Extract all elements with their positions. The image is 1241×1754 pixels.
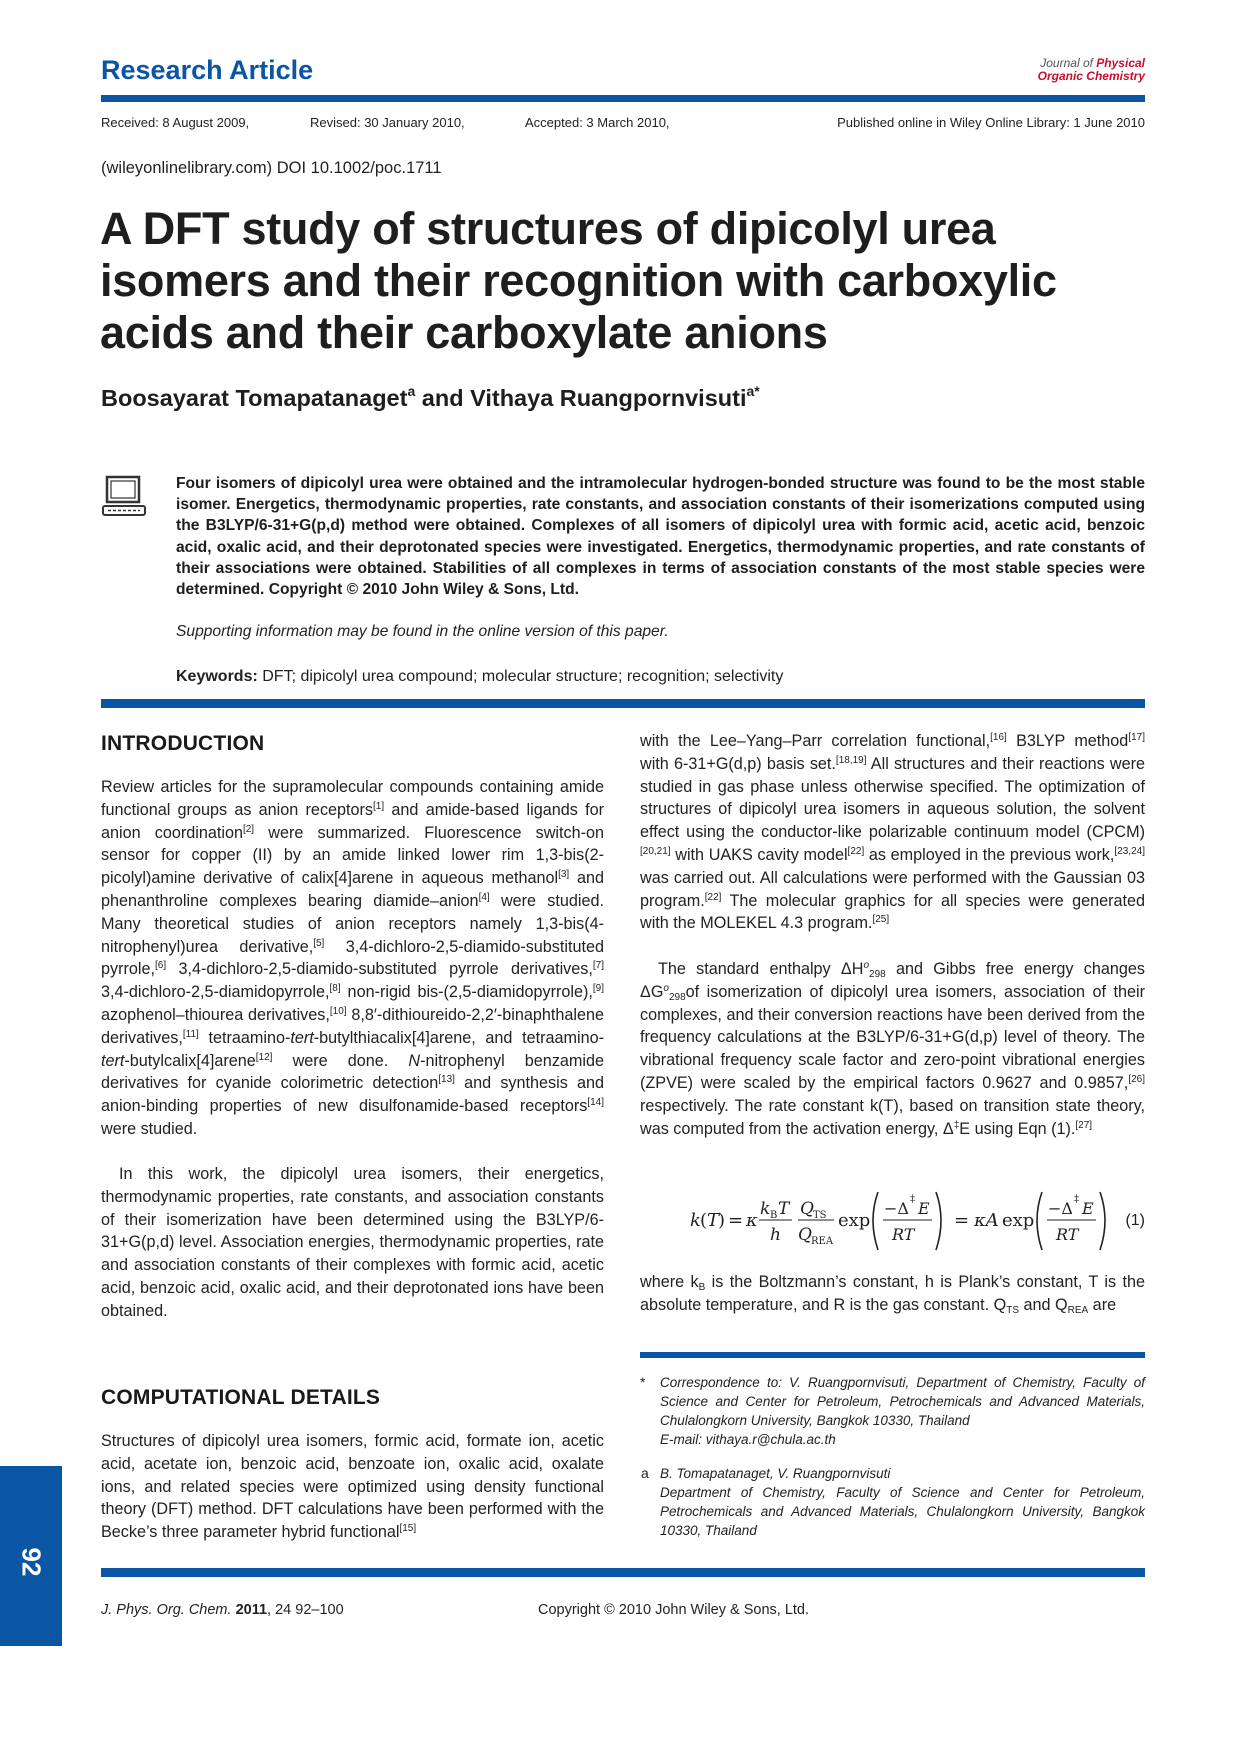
journal-logo (1020, 57, 1145, 83)
svg-text:REA: REA (811, 1236, 834, 1247)
text-segment: B3LYP method (1006, 732, 1129, 750)
ref-23-24[interactable]: [23,24] (1114, 845, 1145, 857)
svg-text:RT: RT (892, 1225, 915, 1244)
svg-text:E: E (1082, 1199, 1094, 1218)
text-segment: with UAKS cavity model (670, 845, 848, 864)
p3a: where k (640, 1273, 699, 1291)
ref-17[interactable]: [17] (1128, 732, 1145, 743)
svg-text:=: = (728, 1210, 744, 1231)
correspondence-text: Correspondence to: V. Ruangpornvisuti, Department of Chemistry, Faculty of Science and Center for Petroleum, Petrochemicals and Advanced Materials, Chulalongkorn University, Bangkok 10330, Thailand (660, 1375, 1145, 1428)
text-segment: was carried out. All calculations were performed with the Gaussian 03 program. (640, 868, 1145, 910)
copyright-footer: Copyright © 2010 John Wiley & Sons, Ltd. (538, 1602, 810, 1618)
ref-12[interactable]: [12] (255, 1051, 273, 1063)
ref-5[interactable]: [5] (313, 937, 325, 949)
doi[interactable]: (wileyonlinelibrary.com) DOI 10.1002/poc.1711 (101, 159, 442, 177)
ref-25[interactable]: [25] (872, 914, 890, 926)
author-1-affil: a (407, 383, 416, 399)
sub-REA: REA (1067, 1304, 1089, 1316)
svg-text:TS: TS (813, 1210, 827, 1221)
journal-abbrev: J. Phys. Org. Chem. (101, 1602, 232, 1618)
ref-26[interactable]: [26] (1128, 1073, 1145, 1085)
revised-date: Revised: 30 January 2010, (310, 115, 465, 130)
published-date: Published online in Wiley Online Library: 1 June 2010 (837, 115, 1145, 130)
page-number: 92 (16, 1547, 47, 1577)
sup-o-2: o (663, 982, 669, 994)
authors (101, 385, 760, 412)
comp-p1-text: Structures of dipicolyl urea isomers, formic acid, formate ion, acetic acid, acetate ion, benzoic acid, benzoate ion, oxalic acid, oxalate ions, and related species were optimized using density functional theory (DFT) method. DFT calculations have been performed with the Becke’s three parameter hybrid functional (101, 1432, 604, 1542)
text-segment: 3,4-dichloro-2,5-diamidopyrrole, (101, 983, 330, 1002)
article-type: Research Article (101, 55, 314, 85)
svg-text:=: = (954, 1210, 970, 1231)
right-paragraph-3 (640, 1271, 1145, 1317)
italic-term: tert (101, 1051, 125, 1070)
text-segment: were summarized. Fluorescence switch-on sensor for copper (II) by an amide linked lower rim 1,3-bis(2-picolyl)amine derivative of calix[4]arene in aqueous methanol (101, 823, 604, 888)
text-segment: with the Lee–Yang–Parr correlation functional, (640, 732, 991, 750)
journal-logo-prefix: Journal of (1040, 56, 1097, 70)
ref-16[interactable]: [16] (990, 732, 1007, 743)
intro-paragraph-1 (101, 776, 604, 1141)
p2d: respectively. The rate constant k(T), based on transition state theory, was computed from the activation energy, Δ (640, 1096, 1145, 1138)
dagger-1: ‡ (953, 1119, 960, 1131)
footnote-rule (640, 1352, 1145, 1358)
svg-text:‡: ‡ (1074, 1194, 1079, 1205)
text-segment: 8,8′-dithioureido-2,2′-binaphthalene derivatives, (101, 1005, 604, 1047)
correspondence (660, 1373, 1145, 1449)
svg-text:‡: ‡ (910, 1194, 915, 1205)
accepted-date: Accepted: 3 March 2010, (525, 115, 670, 130)
svg-text:B: B (770, 1210, 778, 1221)
p3b: is the Boltzmann’s constant, h is Plank’s constant, T is the absolute temperature, and R is the gas constant. Q (640, 1273, 1145, 1314)
ref-8[interactable]: [8] (329, 983, 341, 995)
text-segment: as employed in the previous work, (864, 845, 1115, 864)
sub-TS: TS (1006, 1304, 1020, 1316)
text-segment: All structures and their reactions were studied in gas phase unless otherwise specified. The optimization of structures of dipicolyl urea isomers in aqueous solution, the solvent effect using the conductor-like polarizable continuum model (CPCM) (640, 754, 1145, 842)
ref-6[interactable]: [6] (154, 960, 167, 972)
title-line-2: isomers and their recognition with carboxylic (100, 255, 1057, 306)
volume-pages: , 24 92–100 (267, 1602, 344, 1618)
author-1: Boosayarat Tomapatanaget (101, 385, 408, 411)
text-segment: and phenanthroline complexes bearing diamide–anion (101, 869, 604, 910)
ref-22[interactable]: [22] (847, 845, 865, 857)
year: 2011 (235, 1602, 268, 1618)
p2b: and Gibbs free energy changes ΔG (640, 960, 1146, 1001)
sub-B: B (698, 1282, 706, 1293)
right-paragraph-2 (640, 958, 1145, 1140)
text-segment: 3,4-dichloro-2,5-diamido-substituted pyrrole, (101, 937, 604, 979)
text-segment: The molecular graphics for all species were generated with the MOLEKEL 4.3 program. (640, 891, 1145, 933)
ref-14[interactable]: [14] (587, 1097, 604, 1109)
ref-15[interactable]: [15] (399, 1523, 417, 1535)
ref-9[interactable]: [9] (592, 983, 604, 995)
svg-text:−Δ: −Δ (884, 1199, 909, 1218)
svg-text:Q: Q (800, 1199, 814, 1219)
computational-details-heading: COMPUTATIONAL DETAILS (101, 1386, 381, 1409)
p2a: The standard enthalpy ΔH (658, 960, 864, 978)
author-2-affil: a* (746, 383, 760, 399)
received-date: Received: 8 August 2009, (101, 115, 250, 130)
computer-icon (101, 475, 147, 524)
svg-text:k: k (690, 1210, 701, 1231)
keywords-list: DFT; dipicolyl urea compound; molecular structure; recognition; selectivity (257, 668, 784, 685)
ref-4[interactable]: [4] (478, 891, 490, 903)
equation-1 (640, 1180, 1145, 1260)
svg-text:−Δ: −Δ (1048, 1199, 1073, 1218)
text-segment: -butylcalix[4]arene (124, 1051, 256, 1070)
author-2: Vithaya Ruangpornvisuti (470, 385, 747, 411)
sub-298-2: 298 (668, 991, 686, 1003)
p2e: E using Eqn (1). (959, 1119, 1076, 1138)
footnote-a: a (641, 1465, 649, 1481)
text-segment: and synthesis and anion-binding properties of new disulfonamide-based receptors (101, 1074, 604, 1116)
text-segment: were studied. Many theoretical studies of anion receptors namely 1,3-bis(4-nitrophenyl)urea derivative, (101, 891, 604, 956)
citation-footer (101, 1602, 344, 1618)
title-line-1: A DFT study of structures of dipicolyl urea (100, 203, 996, 254)
ref-18-19[interactable]: [18,19] (835, 754, 867, 766)
supporting-info: Supporting information may be found in the online version of this paper. (176, 623, 669, 640)
affiliation (660, 1464, 1145, 1540)
affiliation-names: B. Tomapatanaget, V. Ruangpornvisuti (660, 1466, 891, 1481)
text-segment: Review articles for the supramolecular compounds containing amide functional groups as anion receptors (101, 778, 604, 819)
svg-text:k: k (760, 1199, 771, 1219)
svg-text:T: T (707, 1210, 720, 1231)
svg-text:Q: Q (798, 1225, 812, 1245)
keywords-label: Keywords: (176, 668, 258, 685)
ref-11[interactable]: [11] (182, 1028, 199, 1040)
ref-22[interactable]: [22] (704, 891, 722, 903)
abstract: Four isomers of dipicolyl urea were obtained and the intramolecular hydrogen-bonded structure was found to be the most stable isomer. Energetics, thermodynamic properties, rate constants, and association constants of their isomerizations computed using the B3LYP/6-31+G(p,d) method were obtained. Complexes of all isomers of dipicolyl urea with formic acid, acetic acid, benzoic acid, oxalic acid, and their deprotonated species were investigated. Energetics, thermodynamic properties, and rate constants of their associations were obtained. Stabilities of all complexes in terms of association constants of the most stable species were determined. Copyright © 2010 John Wiley & Sons, Ltd. (176, 475, 1145, 599)
text-segment: -butylthiacalix[4]arene, and tetraamino- (313, 1028, 604, 1047)
ref-2[interactable]: [2] (242, 823, 255, 835)
svg-text:E: E (918, 1199, 930, 1218)
svg-text:T: T (778, 1199, 790, 1219)
italic-term: tert (290, 1028, 314, 1047)
equation-number: (1) (1125, 1212, 1145, 1229)
text-segment: with 6-31+G(d,p) basis set. (640, 754, 836, 773)
text-segment: azophenol–thiourea derivatives, (101, 1005, 330, 1024)
footnote-star: * (640, 1374, 646, 1390)
correspondence-email[interactable]: E-mail: vithaya.r@chula.ac.th (660, 1432, 836, 1447)
text-segment: non-rigid bis-(2,5-diamidopyrrole), (340, 983, 593, 1002)
right-paragraph-1 (640, 730, 1145, 935)
ref-20-21[interactable]: [20,21] (640, 845, 671, 857)
title-line-3: acids and their carboxylate anions (100, 307, 828, 358)
affiliation-text: Department of Chemistry, Faculty of Science and Center for Petroleum, Petrochemicals and Advanced Materials, Chulalongkorn University, Bangkok 10330, Thailand (660, 1485, 1145, 1538)
sub-298-1: 298 (869, 969, 886, 980)
svg-text:): ) (718, 1210, 726, 1231)
svg-text:RT: RT (1056, 1225, 1079, 1244)
introduction-heading: INTRODUCTION (101, 732, 265, 755)
keywords (176, 668, 783, 686)
computational-paragraph (101, 1430, 604, 1544)
p2c: of isomerization of dipicolyl urea isomers, association of their complexes, and their conversion reactions have been derived from the frequency calculations at the B3LYP/6-31+G(d,p) level of theory. The vibrational frequency scale factor and zero-point vibrational energies (ZPVE) were scaled by the empirical factors 0.9627 and 0.9857, (640, 982, 1145, 1092)
abstract-rule (101, 699, 1145, 708)
svg-text:exp: exp (1002, 1210, 1035, 1231)
journal-logo-highlight: Physical (1096, 56, 1145, 70)
article-title (100, 203, 1057, 359)
journal-logo-line2: Organic Chemistry (1037, 69, 1145, 83)
text-segment: -nitrophenyl benzamide derivatives for cyanide colorimetric detection (101, 1051, 604, 1093)
ref-7[interactable]: [7] (592, 960, 604, 972)
intro-paragraph-2 (101, 1163, 604, 1323)
italic-term: N (408, 1051, 421, 1070)
text-segment: 3,4-dichloro-2,5-diamido-substituted pyrrole derivatives, (166, 960, 593, 979)
ref-3[interactable]: [3] (558, 869, 570, 881)
text-segment: tetraamino- (198, 1028, 291, 1047)
svg-text:h: h (770, 1225, 781, 1245)
ref-27[interactable]: [27] (1075, 1119, 1093, 1131)
svg-text:exp: exp (838, 1210, 871, 1231)
ref-13[interactable]: [13] (438, 1074, 455, 1086)
sup-o-1: o (863, 960, 870, 971)
ref-10[interactable]: [10] (329, 1005, 347, 1017)
intro-p2-text: In this work, the dipicolyl urea isomers, their energetics, thermodynamic properties, rate constants, and association constants of their isomerization have been determined using the B3LYP/6-31+G(p,d) level. Association energies, thermodynamic properties, rate and association constants of their complexes with formic acid, acetic acid, benzoic acid, oxalic acid, and their deprotonated ions have been obtained. (101, 1165, 604, 1320)
footer-rule (101, 1568, 1145, 1577)
p3d: are (1088, 1295, 1117, 1314)
ref-1[interactable]: [1] (373, 800, 385, 812)
svg-text:κA: κA (974, 1210, 999, 1231)
svg-text:κ: κ (746, 1210, 758, 1231)
author-conj: and (415, 385, 471, 411)
text-segment: were done. (272, 1051, 409, 1070)
svg-text:(: ( (700, 1210, 708, 1231)
header-rule (101, 95, 1145, 102)
text-segment: and amide-based ligands for anion coordination (101, 800, 604, 842)
p3c: and Q (1019, 1295, 1068, 1314)
text-segment: were studied. (101, 1119, 198, 1138)
